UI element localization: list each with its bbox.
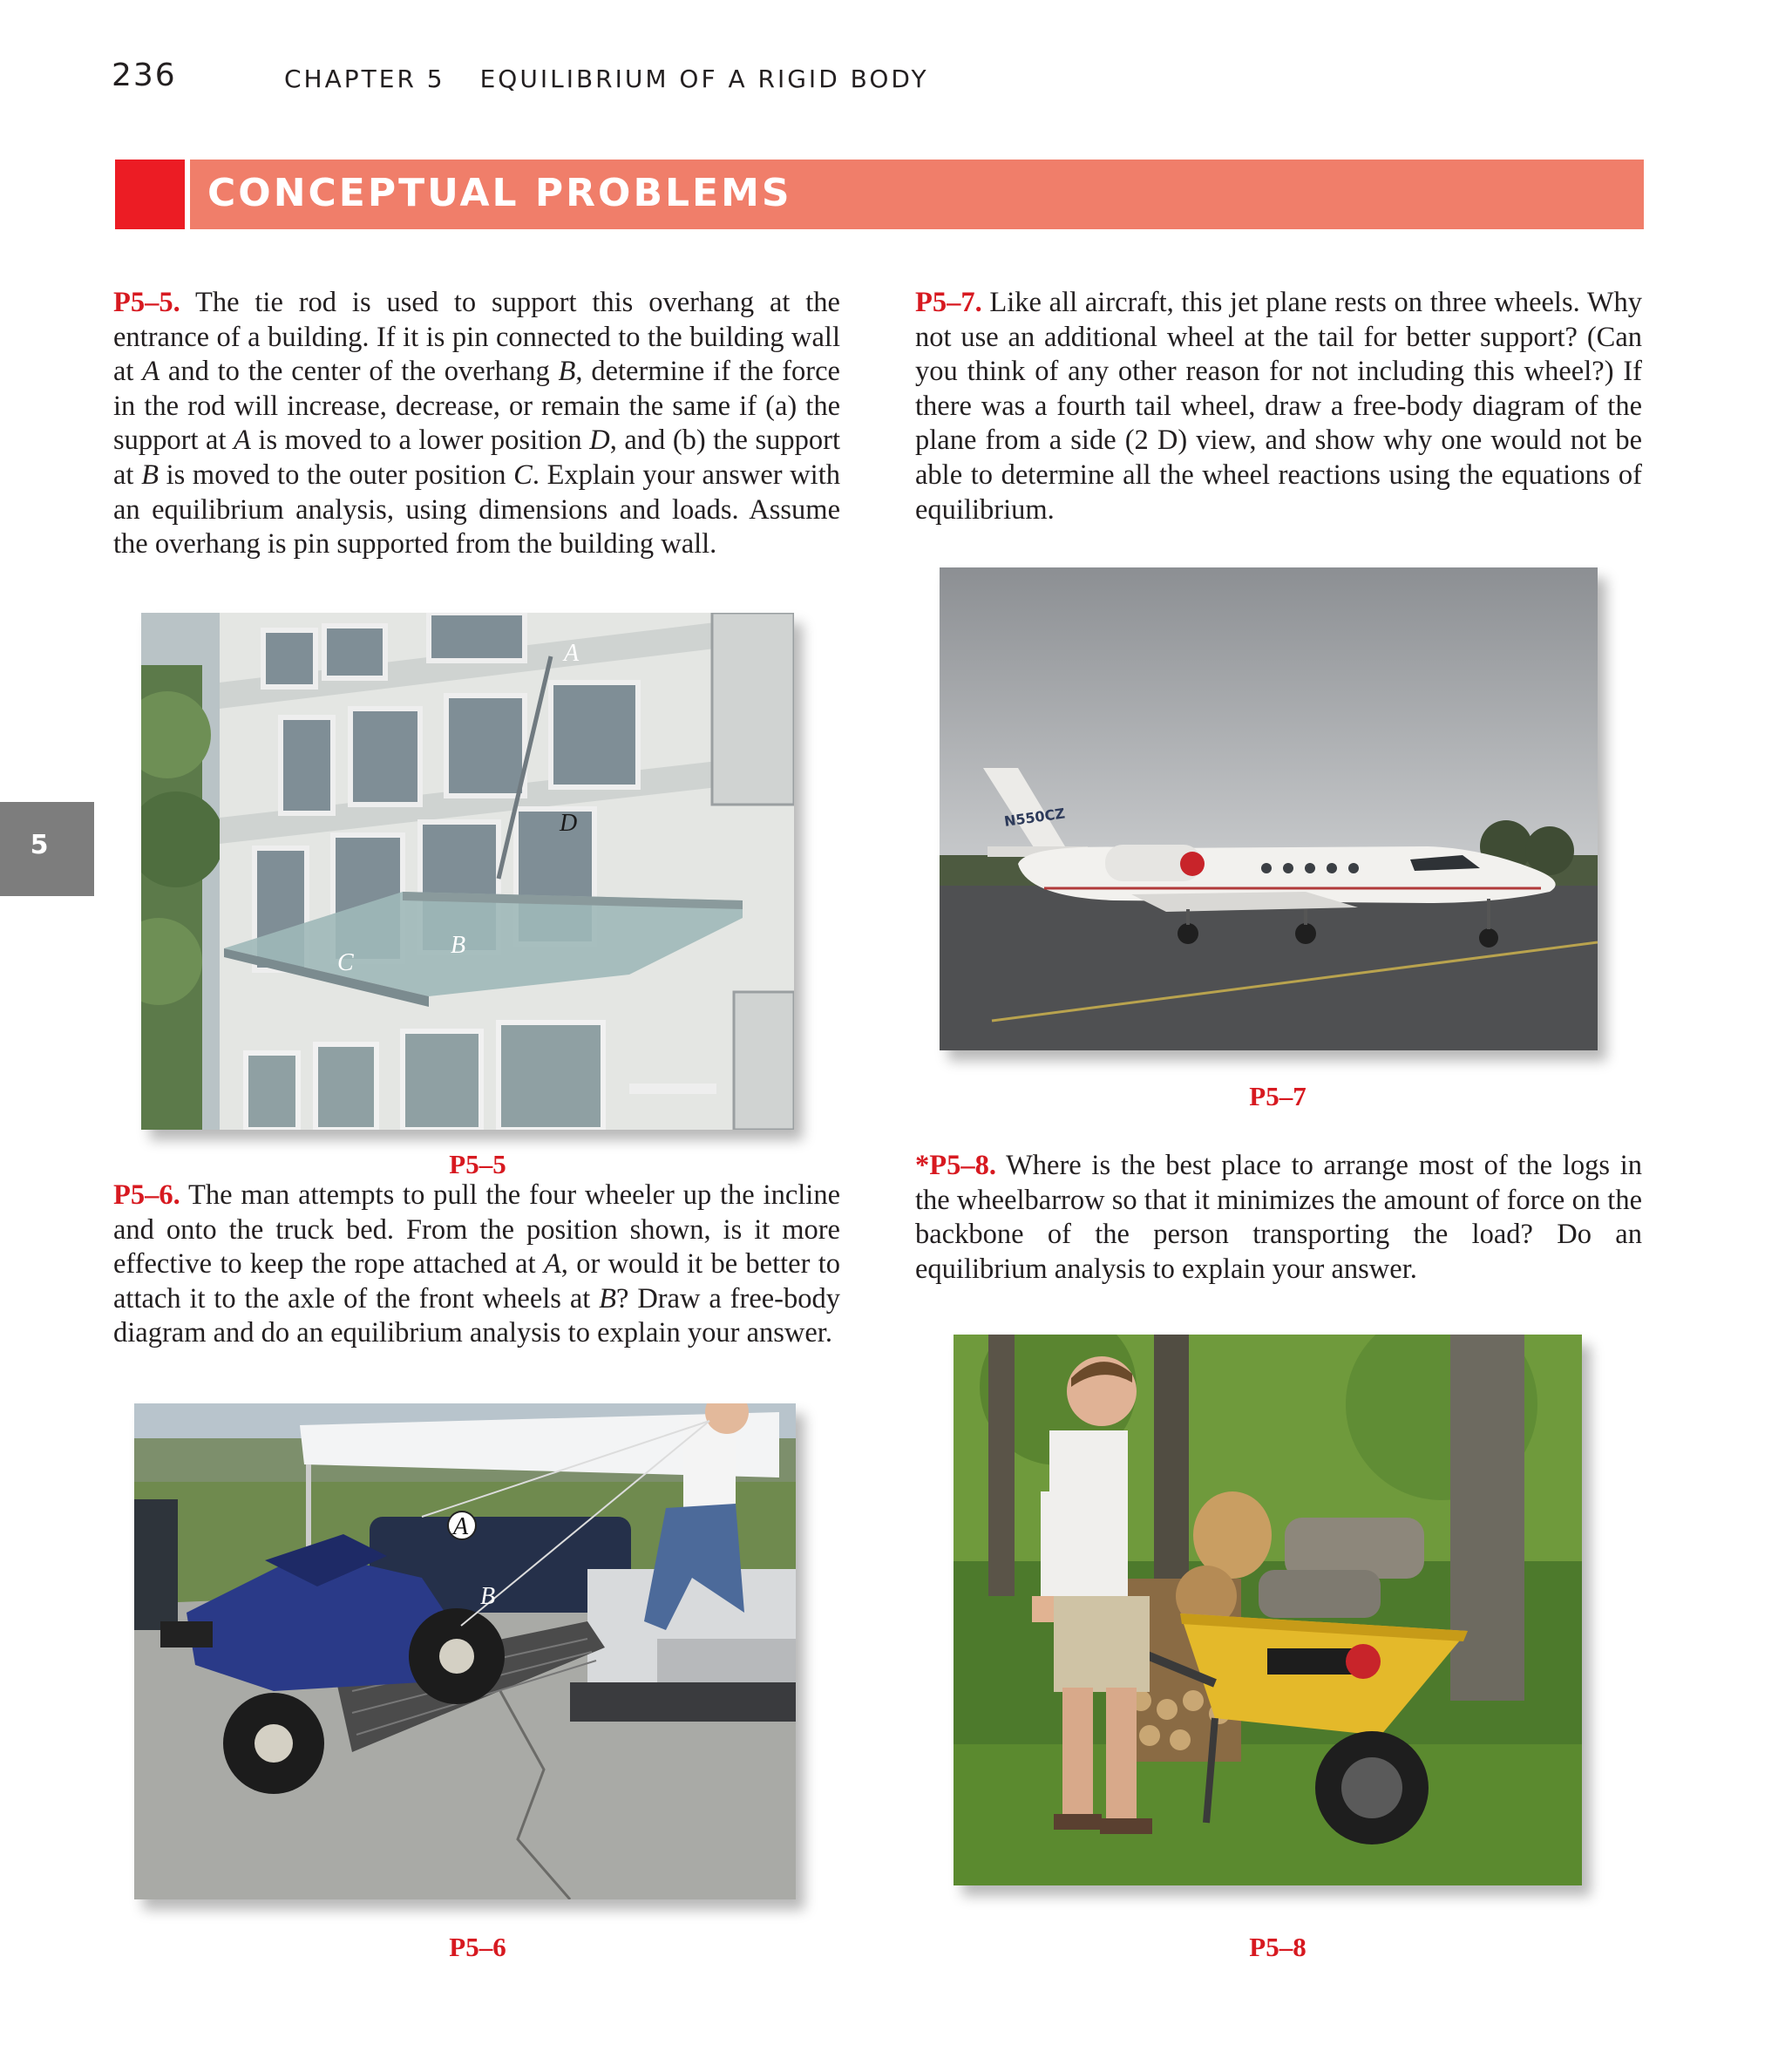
page-number: 236 <box>112 58 177 93</box>
chapter-title: EQUILIBRIUM OF A RIGID BODY <box>479 65 929 93</box>
section-title: CONCEPTUAL PROBLEMS <box>207 171 792 215</box>
label-b: B <box>451 932 466 959</box>
banner-red-block <box>115 160 185 229</box>
figure-caption-p5-8: P5–8 <box>1249 1932 1307 1962</box>
photo-wheelbarrow-logs <box>954 1335 1582 1885</box>
label-d: D <box>560 810 578 837</box>
label-a: A <box>564 640 580 667</box>
problem-p5-5: P5–5. The tie rod is used to support this overhang at the entrance of a building. If it is pin connected to the building wall at A and to the center of the overhang B, determine if the force in the rod will increase, decrease, or remain the same if (a) the support at A is moved to a lower position D, and (b) the support at B is moved to the outer position C. Explain your answer with an equilibrium analysis, using dimensions and loads. Assume the overhang is pin supported from the building wall. <box>113 287 840 560</box>
problem-number: *P5–8. <box>915 1150 996 1181</box>
label-c: C <box>337 949 354 976</box>
tail-number: N550CZ <box>1002 805 1067 830</box>
chapter-label: CHAPTER 5 <box>284 65 445 93</box>
photo-jet-plane <box>940 567 1598 1050</box>
problem-p5-6: P5–6. The man attempts to pull the four wheeler up the incline and onto the truck bed. From the position shown, is it more effective to keep the rope attached at A, or would it be better to attach it to the axle of the front wheels at B? Draw a free-body diagram and do an equilibrium analysis to explain your answer. <box>113 1179 840 1349</box>
problem-p5-8: *P5–8. Where is the best place to arrange most of the logs in the wheelbarrow so that it minimizes the amount of force on the backbone of the person transporting the load? Do an equilibrium analysis to explain your answer. <box>915 1150 1642 1285</box>
figure-caption-p5-5: P5–5 <box>449 1149 506 1179</box>
problem-number: P5–7. <box>915 287 982 318</box>
label-a: A <box>453 1513 469 1540</box>
problem-number: P5–5. <box>113 287 180 318</box>
problem-number: P5–6. <box>113 1179 180 1211</box>
figure-caption-p5-7: P5–7 <box>1249 1081 1307 1111</box>
label-b: B <box>480 1583 496 1610</box>
chapter-tab-number: 5 <box>30 830 49 860</box>
problem-p5-7: P5–7. Like all aircraft, this jet plane rests on three wheels. Why not use an additional wheel at the tail for better support? (Can you think of any other reason for not including this wheel?) If there was a fourth tail wheel, draw a free-body diagram of the plane from a side (2 D) view, and show why one would not be able to determine all the wheel reactions using the equations of equilibrium. <box>915 287 1642 526</box>
chapter-running-head <box>284 65 929 93</box>
photo-four-wheeler-ramp <box>134 1403 796 1899</box>
figure-caption-p5-6: P5–6 <box>449 1932 506 1962</box>
photo-building-overhang <box>141 613 794 1130</box>
